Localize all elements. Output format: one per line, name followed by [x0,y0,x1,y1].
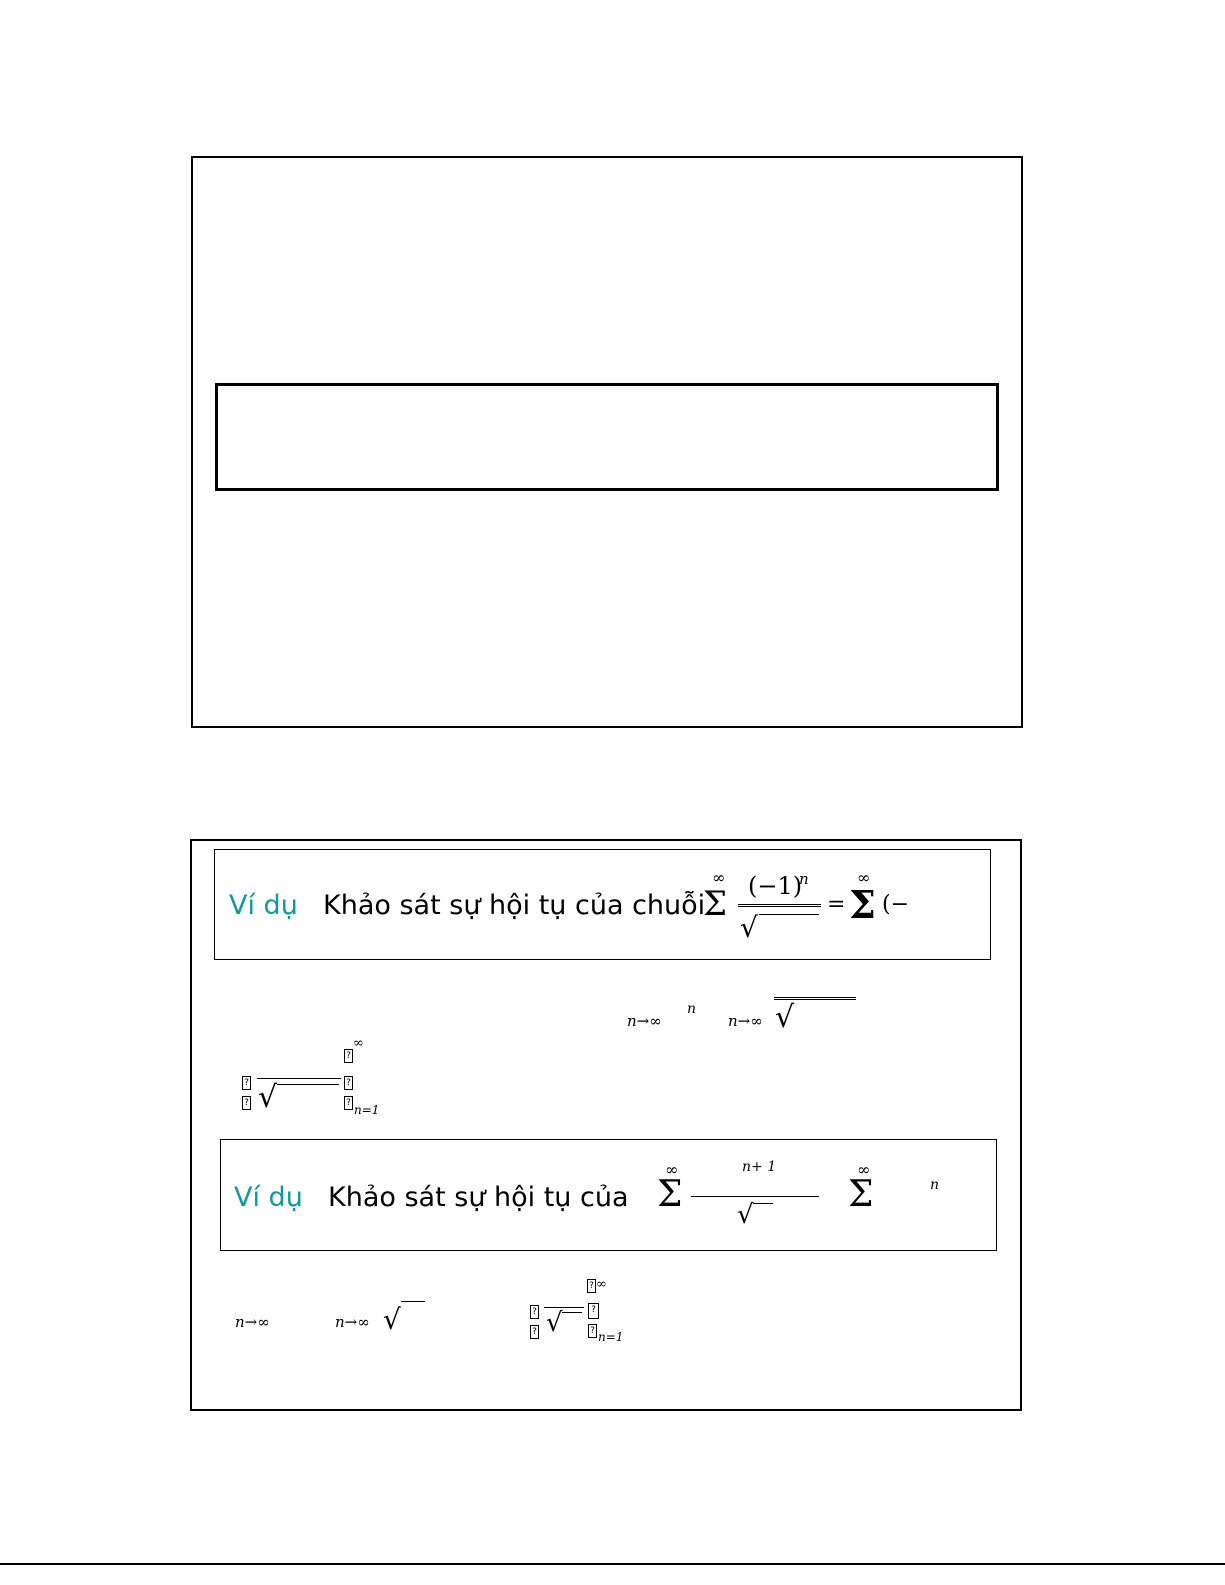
example-2-exp: n [930,1177,940,1193]
example-2-sigma-2: Σ [848,1174,874,1215]
page-bottom-rule [0,1563,1225,1565]
series-2-infinity: ∞ [596,1277,607,1292]
slide-1-box [215,383,999,491]
series-1-glyph-left-a: ? [242,1076,251,1090]
series-2-sqrt-icon: √ [546,1308,563,1338]
series-1-fraction-bar [257,1078,341,1079]
series-2-glyph-left-a: ? [530,1305,539,1319]
series-2-glyph-top: ? [587,1279,596,1293]
example-2-sum2-upper: ∞ [857,1160,871,1179]
series-1-infinity: ∞ [353,1036,364,1051]
limit-2-left: n→∞ [235,1313,270,1331]
example-2-numerator: n+ 1 [742,1159,777,1175]
series-2-glyph-left-b: ? [530,1325,539,1339]
example-1-numerator-exp: n [799,870,809,888]
series-1-glyph-right-b: ? [344,1096,353,1110]
example-1-label: Ví dụ [229,890,298,921]
series-2-glyph-right-b: ? [588,1324,597,1338]
limit-1-sqrt-icon: √ [775,1000,795,1035]
example-1-sigma: Σ [703,884,728,924]
limit-1-sqrt-bar [774,997,856,1000]
series-1-glyph-right-a: ? [344,1076,353,1090]
limit-1-left: n→∞ [627,1012,662,1030]
example-2-sqrt-icon: √ [737,1200,754,1230]
limit-2-right: n→∞ [335,1313,370,1331]
series-2-index: n=1 [598,1330,624,1344]
example-2-sum-upper: ∞ [665,1160,679,1179]
series-1-glyph-left-b: ? [242,1096,251,1110]
example-1-text: Khảo sát sự hội tụ của chuỗi [323,890,706,921]
series-1-sqrt-icon: √ [258,1080,278,1115]
example-1-sum2-upper: ∞ [857,868,871,887]
limit-2-sqrt-bar [401,1301,425,1302]
series-2-glyph-right-a: ? [588,1303,599,1319]
example-2-sigma: Σ [657,1174,683,1215]
example-2-text: Khảo sát sự hội tụ của [328,1182,629,1213]
series-1-glyph-top: ? [344,1049,353,1063]
example-1-sigma-2: Σ [849,882,876,927]
example-2-fraction-bar [691,1196,819,1197]
example-1-sqrt-bar [759,914,819,915]
limit-2-sqrt-icon: √ [383,1303,401,1336]
example-1-sqrt-icon: √ [740,911,758,944]
limit-1-right: n→∞ [728,1012,763,1030]
series-1-index: n=1 [354,1103,380,1117]
example-1-equals: = [827,892,846,917]
example-1-tail: (− [882,892,910,917]
limit-1-exp: n [687,1001,697,1017]
example-2-label: Ví dụ [234,1182,303,1213]
example-1-sum-upper: ∞ [712,868,726,887]
series-2-sqrt-bar [562,1312,582,1313]
example-1-fraction-bar [738,904,821,907]
example-2-sqrt-bar [753,1203,773,1204]
example-1-numerator: (−1) [748,872,803,900]
series-1-sqrt-bar [277,1084,339,1085]
